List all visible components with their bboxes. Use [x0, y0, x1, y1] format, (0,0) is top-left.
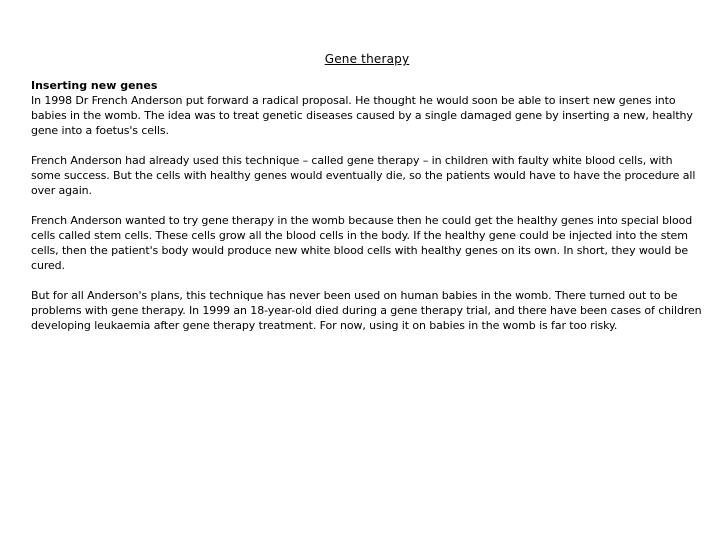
paragraph-2: French Anderson had already used this technique – called gene therapy – in children with faulty white blood cells, with some success. But the cells with healthy genes would eventually die, so the patients would have to have the procedure all over again. — [31, 154, 696, 197]
section-heading: Inserting new genes — [31, 79, 158, 92]
document-page — [31, 52, 703, 348]
paragraph-3: French Anderson wanted to try gene therapy in the womb because then he could get the healthy genes into special blood cells called stem cells. These cells grow all the blood cells in the body. If the healthy gene could be injected into the stem cells, then the patient's body would produce new white blood cells with healthy genes on its own. In short, they would be cured. — [31, 214, 693, 272]
paragraph-1: In 1998 Dr French Anderson put forward a radical proposal. He thought he would soon be able to insert new genes into babies in the womb. The idea was to treat genetic diseases caused by a single damaged gene by inserting a new, healthy gene into a foetus's cells. — [31, 94, 693, 137]
document-title: Gene therapy — [324, 52, 410, 66]
paragraph-4: But for all Anderson's plans, this technique has never been used on human babies in the womb. There turned out to be problems with gene therapy. In 1999 an 18-year-old died during a gene therapy trial, and there have been cases of children developing leukaemia after gene therapy treatment. For now, using it on babies in the womb is far too risky. — [31, 289, 702, 332]
